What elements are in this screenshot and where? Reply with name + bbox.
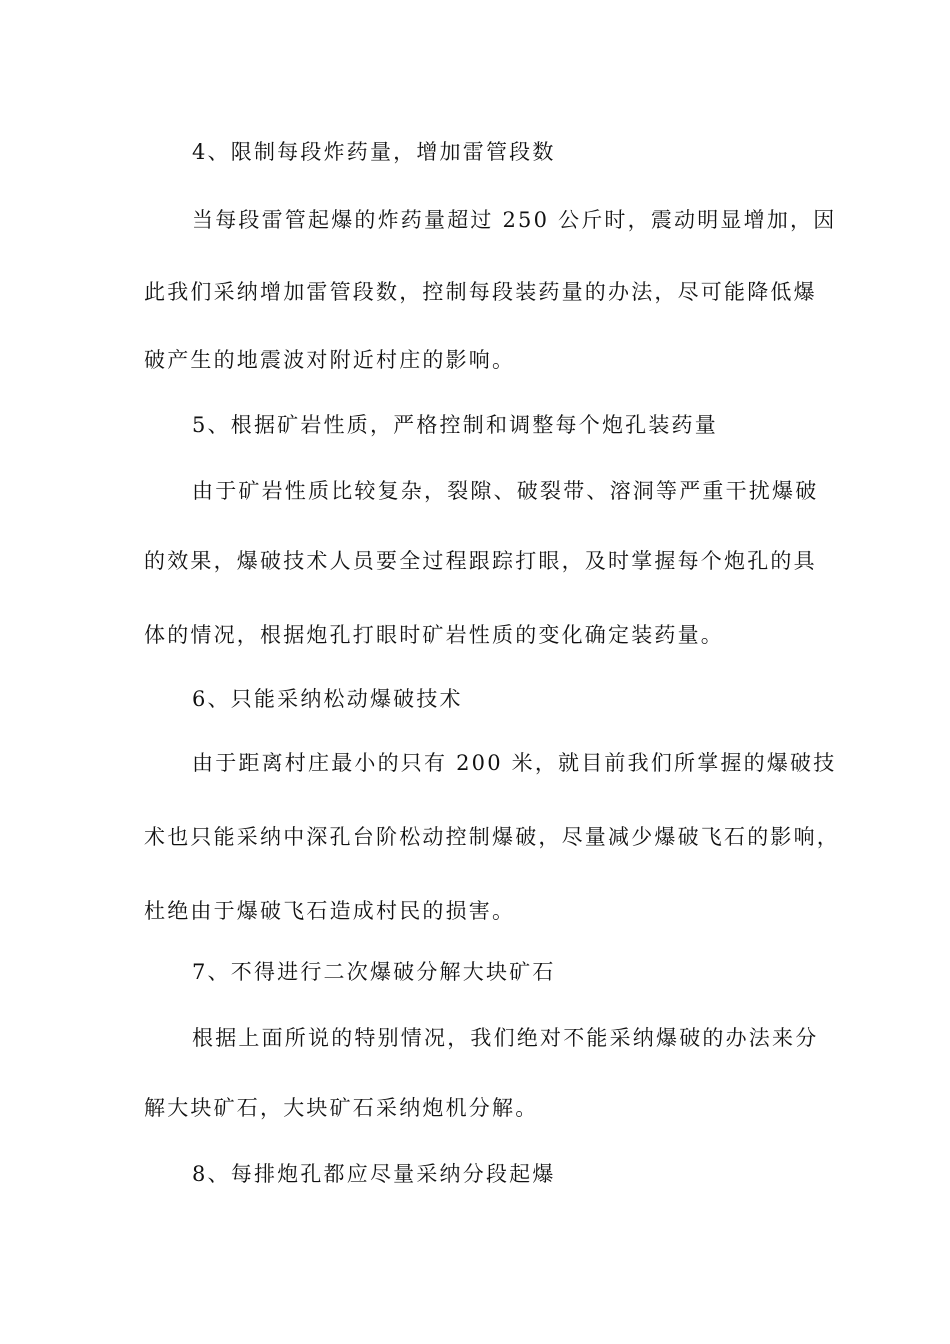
paragraph-line: 破产生的地震波对附近村庄的影响。 (144, 348, 516, 372)
paragraph-line: 杜绝由于爆破飞石造成村民的损害。 (144, 899, 516, 923)
section-heading-4: 4、限制每段炸药量，增加雷管段数 (192, 140, 556, 164)
section-heading-7: 7、不得进行二次爆破分解大块矿石 (192, 960, 556, 984)
paragraph-line: 当每段雷管起爆的炸药量超过 250 公斤时，震动明显增加，因 (192, 208, 837, 232)
paragraph-line: 的效果，爆破技术人员要全过程跟踪打眼，及时掌握每个炮孔的具 (144, 549, 817, 573)
section-heading-8: 8、每排炮孔都应尽量采纳分段起爆 (192, 1162, 556, 1186)
paragraph-line: 体的情况，根据炮孔打眼时矿岩性质的变化确定装药量。 (144, 623, 724, 647)
paragraph-line: 解大块矿石，大块矿石采纳炮机分解。 (144, 1096, 539, 1120)
paragraph-line: 由于矿岩性质比较复杂，裂隙、破裂带、溶洞等严重干扰爆破 (192, 479, 819, 503)
paragraph-line: 此我们采纳增加雷管段数，控制每段装药量的办法，尽可能降低爆 (144, 280, 817, 304)
paragraph-line: 术也只能采纳中深孔台阶松动控制爆破，尽量减少爆破飞石的影响， (144, 825, 840, 849)
paragraph-line: 根据上面所说的特别情况，我们绝对不能采纳爆破的办法来分 (192, 1026, 819, 1050)
paragraph-line: 由于距离村庄最小的只有 200 米，就目前我们所掌握的爆破技 (192, 751, 837, 775)
section-heading-5: 5、根据矿岩性质，严格控制和调整每个炮孔装药量 (192, 413, 718, 437)
section-heading-6: 6、只能采纳松动爆破技术 (192, 687, 463, 711)
